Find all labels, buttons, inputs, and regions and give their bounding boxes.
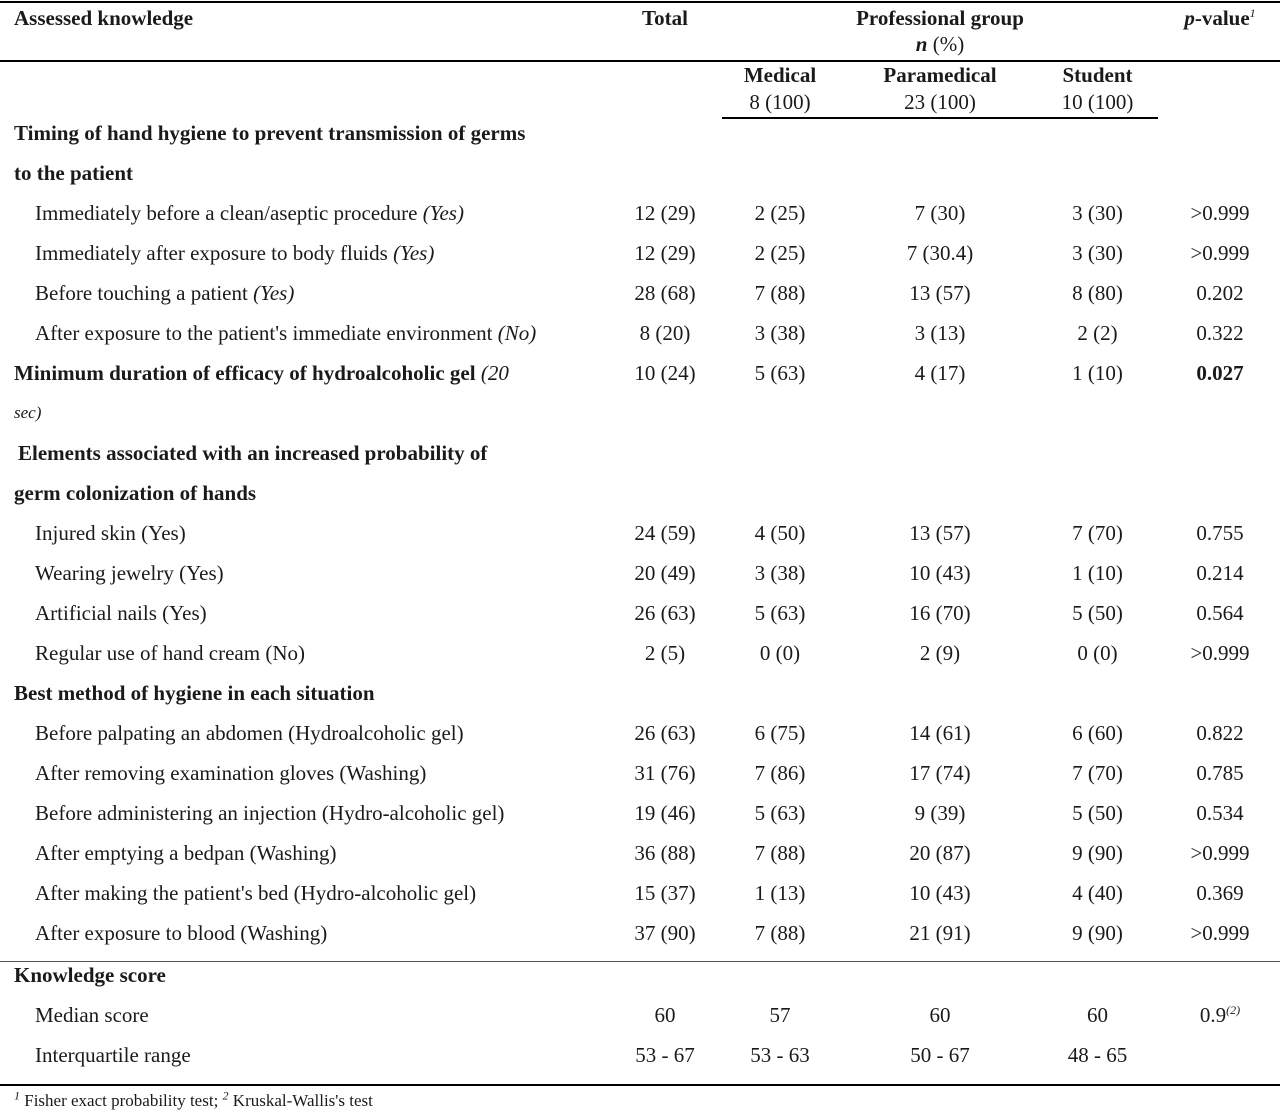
cell-paramedical: 2 (9) [919,641,961,665]
cell-student: 8 (80) [1072,281,1123,305]
cell-medical: 6 (75) [754,721,806,745]
cell-total: 28 (68) [634,281,696,305]
cell-medical: 7 (88) [754,921,806,945]
cell-total: 60 [654,1003,676,1027]
cell-paramedical: 20 (87) [909,841,971,865]
cell-medical: 7 (86) [754,761,806,785]
cell-total: 37 (90) [634,921,696,945]
cell-paramedical: 9 (39) [914,801,966,825]
cell-student: 7 (70) [1072,521,1123,545]
subheader-paramedical-n: 23 (100) [904,90,976,114]
cell-medical: 2 (25) [754,201,806,225]
section-knowledge-score: Knowledge score [14,963,166,987]
cell-student: 5 (50) [1072,601,1123,625]
header-pct: (%) [927,32,965,56]
row-label-text: Immediately before a clean/aseptic procedure [35,201,423,225]
section-best-method: Best method of hygiene in each situation [14,681,375,705]
cell-total: 24 (59) [634,521,696,545]
cell-medical: 1 (13) [754,881,806,905]
cell-student: 60 [1087,1003,1108,1027]
duration-note: (20 [475,361,509,385]
group-underline [722,117,1158,119]
row-label: After emptying a bedpan (Washing) [35,841,337,865]
cell-student: 3 (30) [1072,241,1123,265]
cell-pvalue: 0.822 [1196,721,1244,745]
cell-medical: 7 (88) [754,281,806,305]
cell-pvalue: >0.999 [1190,841,1250,865]
row-label: After making the patient's bed (Hydro-alcoholic gel) [35,881,477,905]
header-pvalue [1160,5,1280,31]
duration-note-cont: sec) [14,403,42,422]
footnote-text1: Fisher exact probability test; [20,1091,223,1110]
cell-pvalue: 0.534 [1196,801,1244,825]
cell-paramedical: 16 (70) [909,601,971,625]
cell-paramedical: 10 (43) [909,881,971,905]
cell-pvalue: 0.785 [1196,761,1244,785]
cell-paramedical: 13 (57) [909,521,971,545]
score-rule [0,961,1280,962]
cell-total: 19 (46) [634,801,696,825]
cell-pvalue: >0.999 [1190,241,1250,265]
cell-total: 2 (5) [644,641,686,665]
cell-medical: 57 [769,1003,791,1027]
cell-paramedical: 10 (43) [909,561,971,585]
row-label: Interquartile range [35,1043,191,1067]
header-p-symbol: p [1184,6,1195,30]
cell-pvalue: 0.564 [1196,601,1244,625]
section-elements-line2: germ colonization of hands [14,481,257,505]
cell-pvalue: 0.322 [1196,321,1244,345]
cell-total: 26 (63) [634,601,696,625]
cell-paramedical: 14 (61) [909,721,971,745]
footnote-sup2: 2 [222,1088,229,1103]
subheader-medical: Medical [743,63,817,87]
cell-student: 4 (40) [1072,881,1123,905]
footnote-text2: Kruskal-Wallis's test [228,1091,373,1110]
cell-student: 0 (0) [1077,641,1118,665]
row-label: After exposure to blood (Washing) [35,921,328,945]
row-label-text: After exposure to the patient's immediate environment [35,321,498,345]
cell-student: 1 (10) [1072,561,1123,585]
cell-paramedical: 17 (74) [909,761,971,785]
row-label-text: Immediately after exposure to body fluids [35,241,394,265]
row-label-note: (Yes) [253,281,295,305]
table-footnote [14,1088,373,1114]
cell-medical: 2 (25) [754,241,806,265]
cell-student: 7 (70) [1072,761,1123,785]
cell-student: 3 (30) [1072,201,1123,225]
cell-pvalue: 0.369 [1196,881,1244,905]
cell-pvalue: 0.755 [1196,521,1244,545]
row-label [35,320,536,346]
row-label: Artificial nails (Yes) [35,601,207,625]
footnote-sup1: 1 [14,1088,20,1103]
cell-total: 12 (29) [634,201,696,225]
cell-pvalue: 0.027 [1196,361,1244,385]
cell-pvalue [1165,1002,1275,1028]
subheader-student: Student [1062,63,1133,87]
cell-paramedical: 60 [929,1003,951,1027]
cell-paramedical: 21 (91) [909,921,971,945]
row-label [35,200,464,226]
cell-paramedical: 7 (30) [914,201,966,225]
cell-pvalue: >0.999 [1190,921,1250,945]
header-p-sup: 1 [1249,6,1256,20]
cell-total: 10 (24) [634,361,696,385]
row-label-text: Before touching a patient [35,281,254,305]
subheader-student-n: 10 (100) [1061,90,1134,114]
section-elements-line1: Elements associated with an increased probability of [18,441,488,465]
cell-medical: 5 (63) [754,801,806,825]
top-rule [0,1,1280,3]
cell-paramedical: 50 - 67 [910,1043,970,1067]
row-label: Wearing jewelry (Yes) [35,561,224,585]
section-duration [14,360,509,386]
row-label-note: (Yes) [393,241,435,265]
row-label: Median score [35,1003,149,1027]
header-total: Total [642,6,688,30]
row-label-note: (No) [497,321,537,345]
cell-paramedical: 7 (30.4) [906,241,974,265]
cell-paramedical: 13 (57) [909,281,971,305]
row-label [35,280,294,306]
header-assessed: Assessed knowledge [14,6,194,30]
duration-label: Minimum duration of efficacy of hydroalcoholic gel [14,361,476,385]
subheader-paramedical: Paramedical [883,63,997,87]
cell-student: 48 - 65 [1067,1043,1128,1067]
cell-student: 2 (2) [1077,321,1118,345]
row-label: Before palpating an abdomen (Hydroalcoholic gel) [35,721,464,745]
cell-student: 9 (90) [1072,921,1123,945]
cell-medical: 3 (38) [754,561,806,585]
row-label: After removing examination gloves (Washing) [35,761,427,785]
row-label: Regular use of hand cream (No) [35,641,305,665]
bottom-rule [0,1084,1280,1086]
cell-total: 12 (29) [634,241,696,265]
cell-medical: 3 (38) [754,321,806,345]
section-timing-line2: to the patient [14,161,133,185]
cell-student: 6 (60) [1072,721,1123,745]
cell-medical: 5 (63) [754,361,806,385]
cell-total: 8 (20) [639,321,691,345]
row-label [35,240,434,266]
cell-total: 26 (63) [634,721,696,745]
subheader-medical-n: 8 (100) [749,90,811,114]
cell-total: 15 (37) [634,881,696,905]
row-label: Injured skin (Yes) [35,521,186,545]
cell-pvalue: 0.214 [1196,561,1244,585]
section-timing-line1: Timing of hand hygiene to prevent transmission of germs [14,121,526,145]
cell-pvalue: >0.999 [1190,201,1250,225]
pvalue-text: 0.9 [1199,1003,1227,1027]
cell-total: 31 (76) [634,761,696,785]
header-group-n [820,31,1060,57]
cell-medical: 0 (0) [759,641,801,665]
row-label: Before administering an injection (Hydro-alcoholic gel) [35,801,505,825]
cell-paramedical: 3 (13) [914,321,966,345]
header-group-title: Professional group [856,6,1024,30]
cell-total: 20 (49) [634,561,696,585]
cell-total: 36 (88) [634,841,696,865]
header-p-rest: -value [1194,6,1250,30]
row-label-note: (Yes) [422,201,464,225]
cell-student: 5 (50) [1072,801,1123,825]
cell-medical: 4 (50) [754,521,806,545]
cell-medical: 5 (63) [754,601,806,625]
cell-medical: 53 - 63 [750,1043,810,1067]
cell-paramedical: 4 (17) [914,361,966,385]
cell-medical: 7 (88) [754,841,806,865]
cell-total: 53 - 67 [635,1043,695,1067]
cell-pvalue: >0.999 [1190,641,1250,665]
cell-pvalue: 0.202 [1196,281,1244,305]
pvalue-sup: (2) [1226,1003,1241,1017]
header-n-symbol: n [915,32,928,56]
cell-student: 9 (90) [1072,841,1123,865]
cell-student: 1 (10) [1072,361,1123,385]
